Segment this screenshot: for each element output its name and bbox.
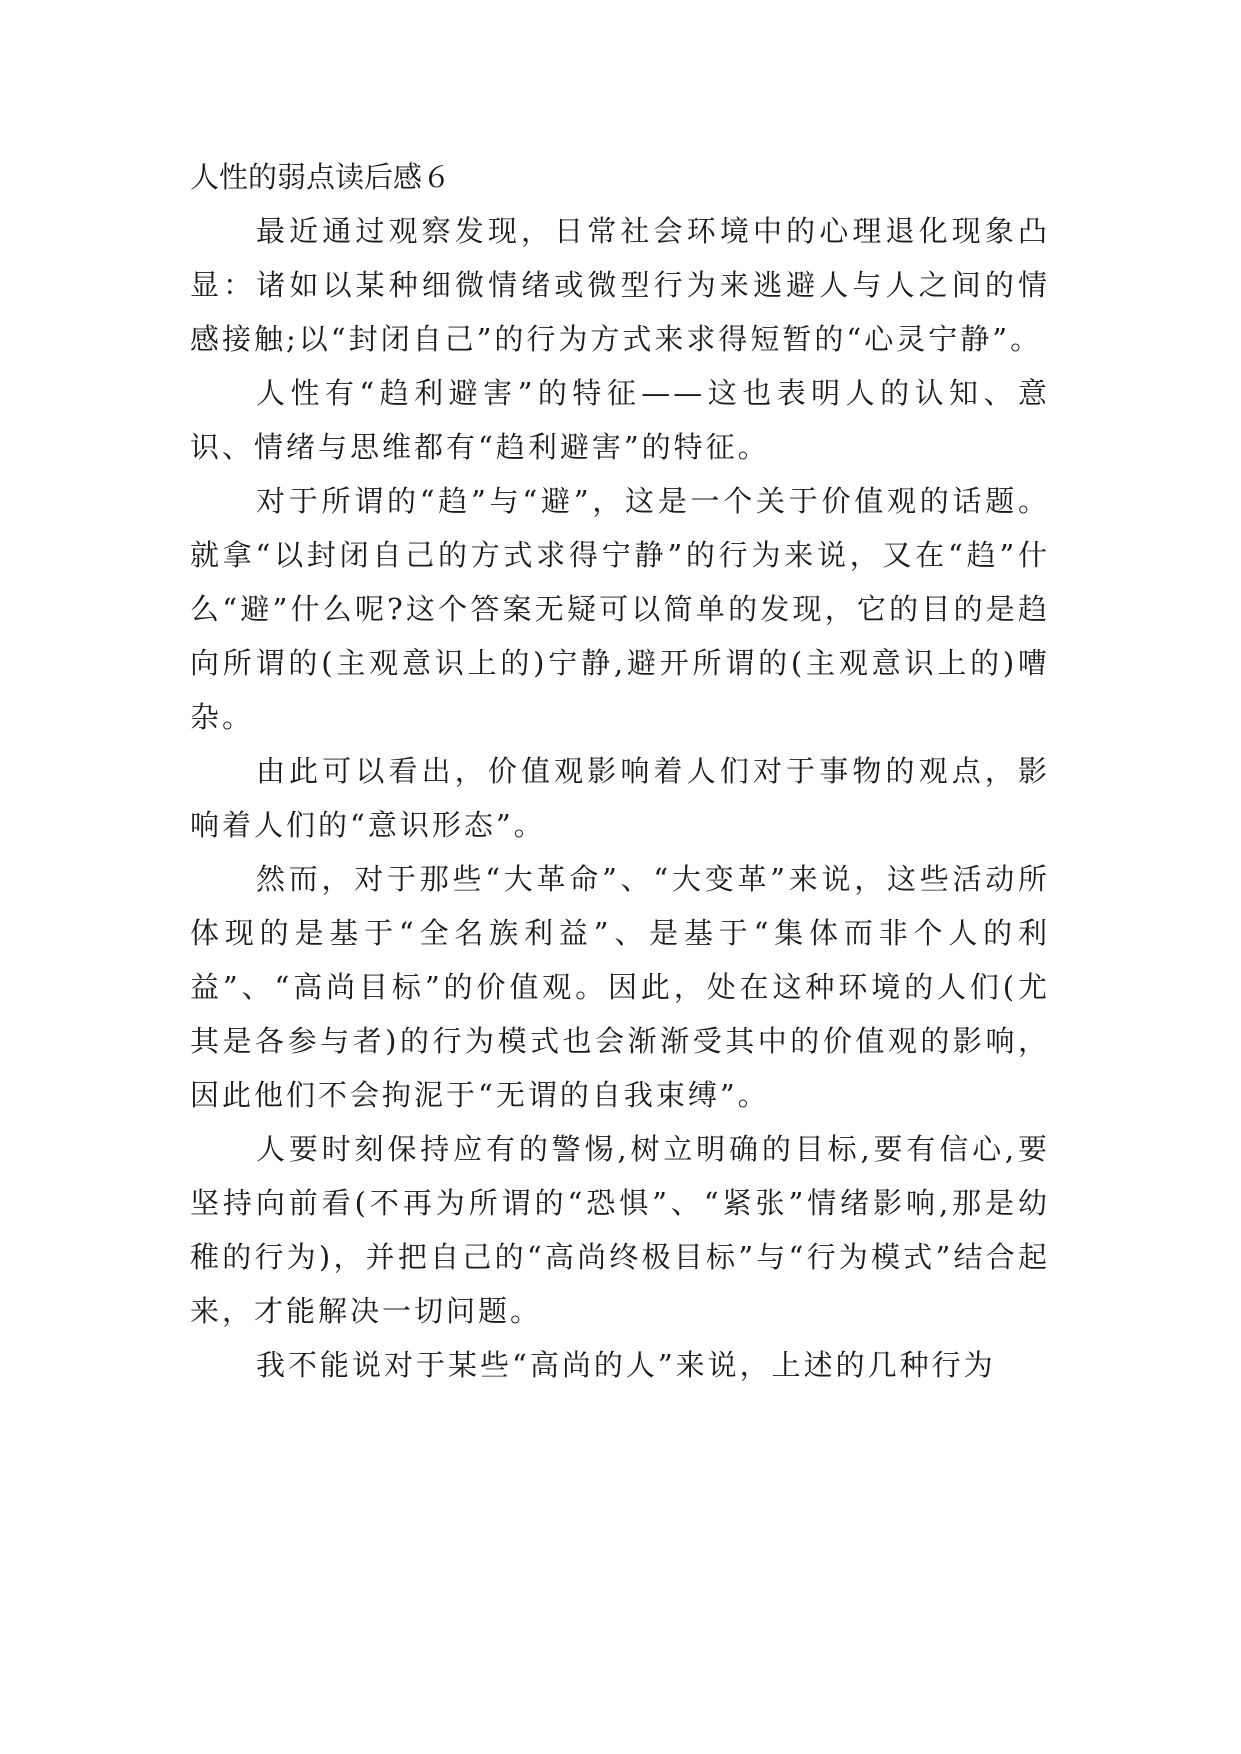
paragraph-6: 人要时刻保持应有的警惕,树立明确的目标,要有信心,要坚持向前看(不再为所谓的“恐惧”、“紧张”情绪影响,那是幼稚的行为)，并把自己的“高尚终极目标”与“行为模式”结合起来，才能解决一切问题。 <box>190 1132 1050 1328</box>
paragraph-7: 我不能说对于某些“高尚的人”来说，上述的几种行为 <box>256 1348 996 1382</box>
document-body <box>190 150 1050 1392</box>
paragraph-1: 最近通过观察发现，日常社会环境中的心理退化现象凸显：诸如以某种细微情绪或微型行为来逃避人与人之间的情感接触;以“封闭自己”的行为方式来求得短暂的“心灵宁静”。 <box>190 214 1050 356</box>
paragraph-3: 对于所谓的“趋”与“避”，这是一个关于价值观的话题。就拿“以封闭自己的方式求得宁静”的行为来说，又在“趋”什么“避”什么呢?这个答案无疑可以简单的发现，它的目的是趋向所谓的(主观意识上的)宁静,避开所谓的(主观意识上的)嘈杂。 <box>190 484 1050 734</box>
paragraph-5: 然而，对于那些“大革命”、“大变革”来说，这些活动所体现的是基于“全名族利益”、是基于“集体而非个人的利益”、“高尚目标”的价值观。因此，处在这种环境的人们(尤其是各参与者)的行为模式也会渐渐受其中的价值观的影响，因此他们不会拘泥于“无谓的自我束缚”。 <box>190 862 1050 1112</box>
document-title: 人性的弱点读后感６ <box>190 160 452 194</box>
paragraph-4: 由此可以看出，价值观影响着人们对于事物的观点，影响着人们的“意识形态”。 <box>190 754 1050 842</box>
paragraph-2: 人性有“趋利避害”的特征——这也表明人的认知、意识、情绪与思维都有“趋利避害”的特征。 <box>190 376 1050 464</box>
